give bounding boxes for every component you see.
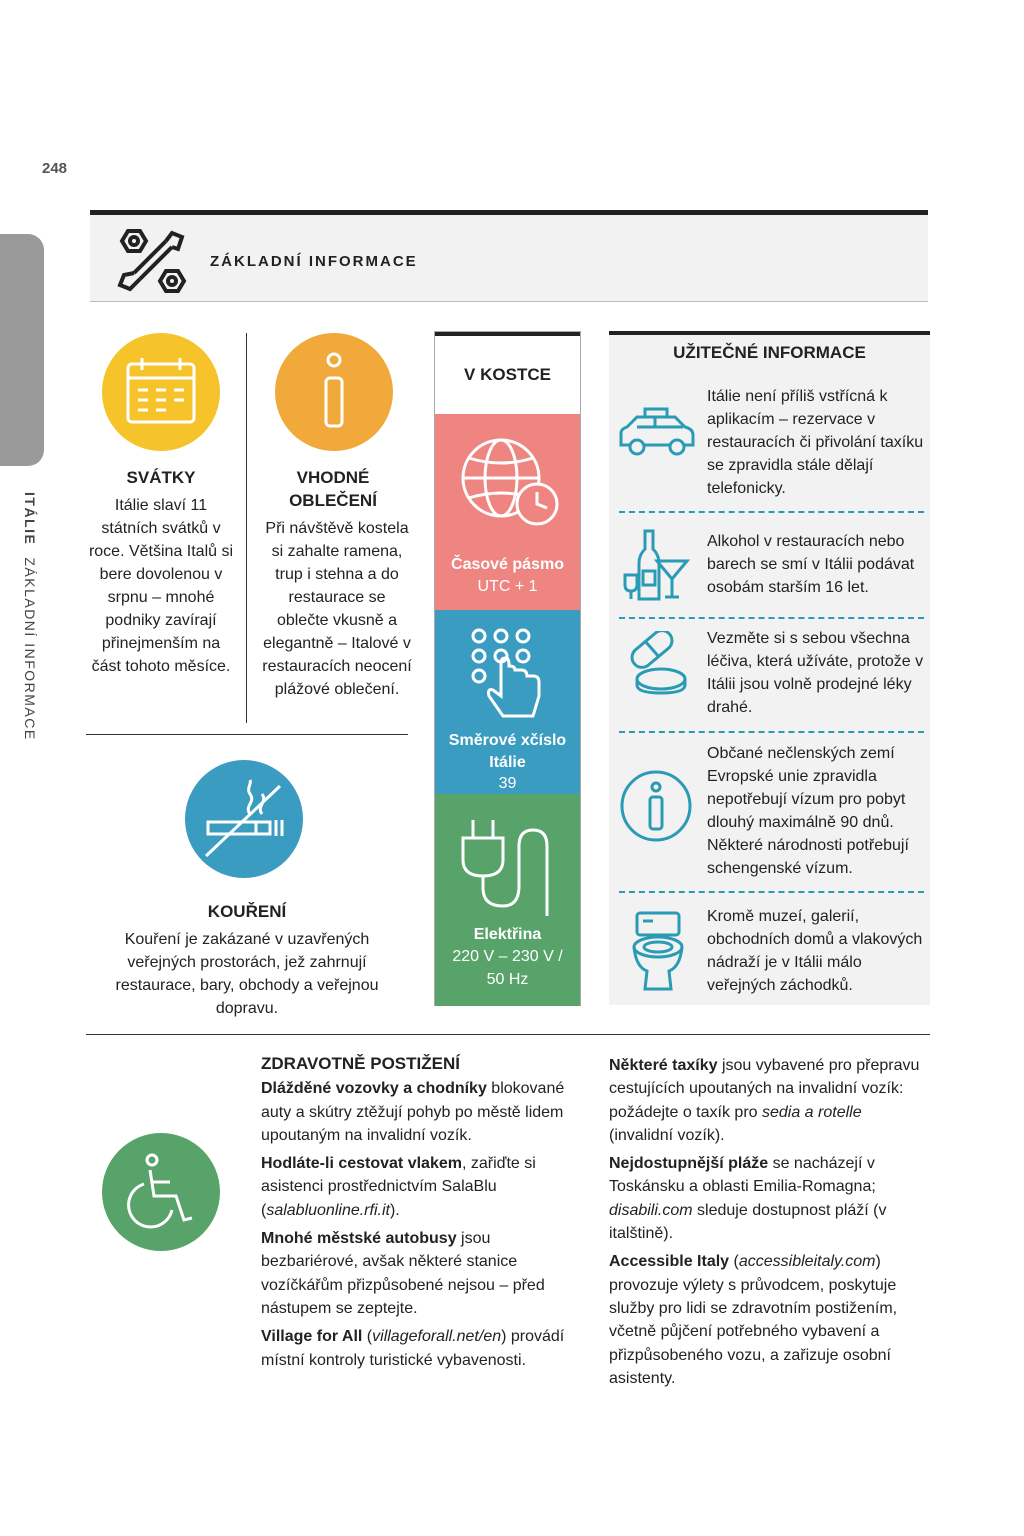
link-accessibleitaly[interactable]: accessibleitaly.com — [738, 1253, 876, 1271]
taxi-icon — [617, 405, 697, 464]
dialing-value: 39 — [498, 775, 517, 792]
useful-item-text: Občané nečlenských zemí Evropské unie zpravidla nepotřebují vízum pro pobyt dlouhý maximálně 90 dnů. Některé národnosti potřebují schengenské vízum. — [707, 745, 909, 877]
paragraph: Některé taxíky jsou vybavené pro přepravu cestujících upoutaných na invalidní vozík: požádejte o taxík pro sedia a rotelle (invalidní vozík). — [609, 1057, 920, 1144]
calendar-icon — [122, 352, 200, 435]
row-divider — [86, 734, 408, 735]
info-i-icon — [316, 352, 352, 437]
useful-item-text: Kromě muzeí, galerií, obchodních domů a vlakových nádraží je v Itálii málo veřejných záchodků. — [707, 908, 923, 994]
dialing-label-2: Itálie — [489, 754, 526, 771]
useful-item-text: Itálie není příliš vstřícná k aplikacím – rezervace v restauracích či přivolání taxíku se zpravidla stále dělají telefonicky. — [707, 388, 924, 497]
info-icon — [619, 769, 693, 848]
pills-icon — [621, 631, 691, 702]
wheelchair-icon — [126, 1152, 198, 1235]
globe-clock-icon — [453, 432, 563, 537]
clothing-text: Při návštěvě kostela si zahalte ramena, trup i stehna a do restaurace se oblečte vkusně a elegantně – Italové v restauracích neocení plážové oblečení. — [262, 520, 412, 698]
alcohol-icon — [621, 527, 697, 608]
dashed-separator — [619, 731, 924, 733]
running-head-country: ITÁLIE — [22, 492, 38, 546]
disabled-col-1 — [261, 1052, 581, 1377]
holidays-text: Itálie slaví 11 státních svátků v roce. Většina Italů si bere dovolenou v srpnu – mnohé podniky zavírají přinejmenším na část tohoto měsíce. — [88, 497, 234, 675]
chapter-tab — [0, 234, 44, 466]
dashed-separator — [619, 891, 924, 893]
clothing-title-2: OBLEČENÍ — [289, 491, 377, 510]
no-smoking-icon — [200, 776, 288, 867]
smoking-text: Kouření je zakázané v uzavřených veřejných prostorách, jež zahrnují restaurace, bary, obchody a veřejnou dopravu. — [115, 931, 379, 1017]
useful-item-text: Vezměte si s sebou všechna léčiva, která užíváte, protože v Itálii jsou volně prodejné léky drahé. — [707, 630, 924, 716]
timezone-value: UTC + 1 — [477, 578, 538, 595]
disabled-title: ZDRAVOTNĚ POSTIŽENÍ — [261, 1054, 460, 1073]
link-salablu[interactable]: salabluonline.rfi.it — [266, 1201, 390, 1219]
at-a-glance-title: V KOSTCE — [435, 332, 580, 414]
electricity-band — [435, 794, 580, 1006]
running-head-section: ZÁKLADNÍ INFORMACE — [22, 557, 38, 741]
page-number: 248 — [42, 160, 68, 177]
toilet-icon — [631, 909, 685, 998]
paragraph: Village for All (villageforall.net/en) provádí místní kontroly turistické vybavenosti. — [261, 1328, 565, 1369]
running-head — [22, 492, 38, 741]
electricity-value-1: 220 V – 230 V / — [452, 948, 563, 965]
holidays-title: SVÁTKY — [126, 468, 196, 487]
dashed-separator — [619, 511, 924, 513]
paragraph: Nejdostupnější pláže se nacházejí v Toskánsku a oblasti Emilia-Romagna; disabili.com sleduje dostupnost pláží (v italštině). — [609, 1155, 887, 1243]
at-a-glance-panel — [434, 331, 581, 1006]
timezone-label: Časové pásmo — [451, 556, 564, 573]
keypad-hand-icon — [469, 626, 549, 731]
section-title: ZÁKLADNÍ INFORMACE — [210, 253, 418, 270]
electricity-value-2: 50 Hz — [486, 971, 529, 988]
timezone-band — [435, 414, 580, 610]
dashed-separator — [619, 617, 924, 619]
clothing-title-1: VHODNÉ — [296, 468, 370, 487]
paragraph: Mnohé městské autobusy jsou bezbariérové, avšak některé stanice vozíčkářům přizpůsobené nejsou – před nástupem se zeptejte. — [261, 1230, 545, 1317]
paragraph: Dlážděné vozovky a chodníky blokované auty a skútry ztěžují pohyb po městě lidem upoutaným na invalidní vozík. — [261, 1080, 565, 1144]
dialing-band — [435, 610, 580, 794]
section-divider — [86, 1034, 930, 1035]
smoking-title: KOUŘENÍ — [207, 902, 287, 921]
paragraph: Accessible Italy (accessibleitaly.com) provozuje výlety s průvodcem, poskytuje služby pro lidi se zdravotním postižením, včetně půjčení potřebného vybavení a přizpůsobeného vozu, a zařizuje osobní asistenty. — [609, 1253, 898, 1387]
plug-icon — [459, 816, 559, 931]
section-header — [90, 210, 928, 302]
electricity-label: Elektřina — [473, 926, 542, 943]
dialing-label-1: Směrové xčíslo — [448, 732, 567, 749]
paragraph: Hodláte-li cestovat vlakem, zařiďte si asistenci prostřednictvím SalaBlu (salabluonline.rfi.it). — [261, 1155, 536, 1219]
wrench-nut-icon — [112, 227, 188, 300]
disabled-col-2 — [609, 1054, 927, 1395]
column-divider — [246, 333, 247, 723]
useful-info-title: UŽITEČNÉ INFORMACE — [673, 343, 866, 362]
link-villageforall[interactable]: villageforall.net/en — [372, 1328, 502, 1346]
link-disabili[interactable]: disabili.com — [609, 1201, 693, 1219]
useful-info-panel — [609, 331, 930, 1005]
useful-item-text: Alkohol v restauracích nebo barech se smí v Itálii podávat osobám starším 16 let. — [707, 533, 915, 596]
